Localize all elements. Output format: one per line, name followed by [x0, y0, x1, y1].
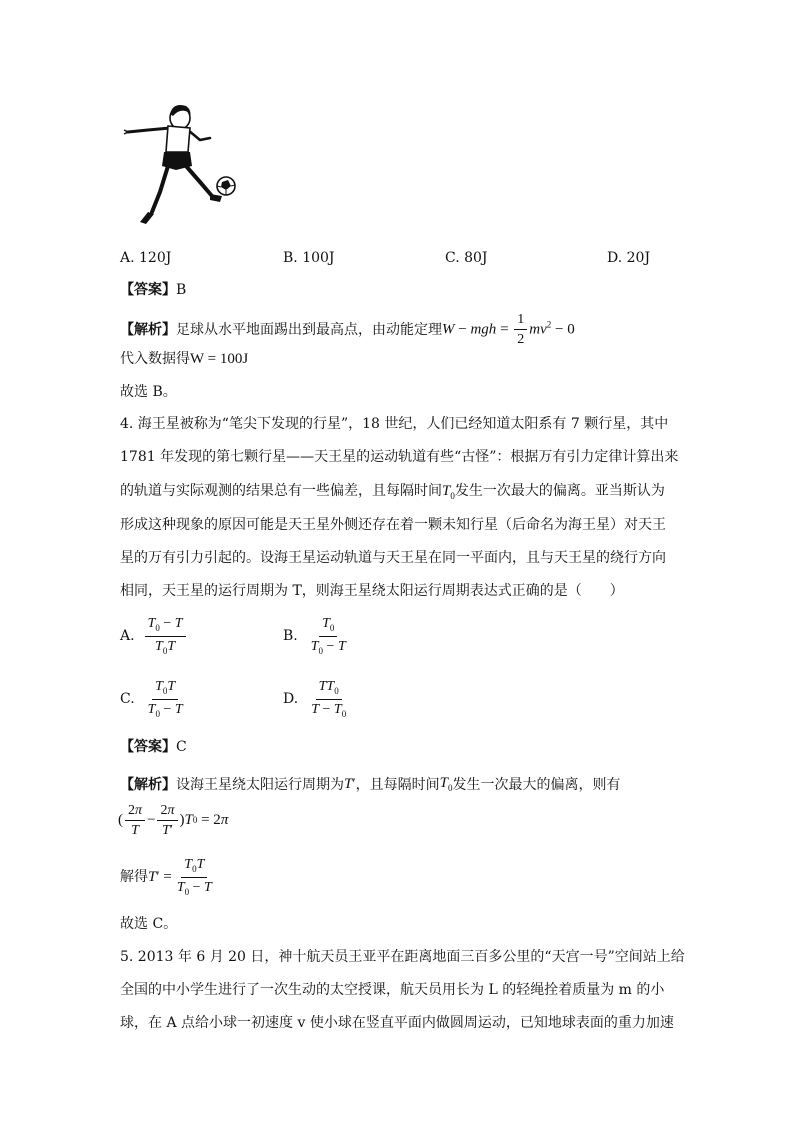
q4-line-4: 形成这种现象的原因可能是天王星外侧还存在着一颗未知行星（后命名为海王星）对天王: [120, 517, 666, 533]
q3-analysis: [120, 312, 575, 348]
answer-tag: 【答案】: [120, 282, 176, 298]
q3-option-c: C. 80J: [445, 250, 488, 266]
q5-line-1: 5. 2013 年 6 月 20 日，神十航天员王亚平在距离地面三百多公里的“天宫一号”空间站上给: [120, 949, 685, 965]
q5-line-3: 球，在 A 点给小球一初速度 v 使小球在竖直平面内做圆周运动，已知地球表面的重力加速: [120, 1015, 674, 1031]
q4-answer: 【答案】C: [120, 739, 187, 755]
q4-line-6: 相同，天王星的运行周期为 T，则海王星绕太阳运行周期表达式正确的是（ ）: [120, 583, 624, 599]
q4-option-d: D. $\frac{TT_0}{T - T_0}$: [283, 679, 347, 719]
q4-equation: ( $\frac{2\pi}{T}$ − $\frac{2\pi}{T'}$ ) T 0 = 2 π: [118, 803, 229, 839]
q3-answer: [120, 283, 186, 297]
q3-result: W = 100J: [190, 351, 249, 367]
q4-option-c: C. $\frac{T_0T}{T_0 - T}$: [120, 679, 183, 719]
answer-value: B: [176, 282, 187, 298]
q3-substitution: 代入数据得W = 100J: [120, 351, 249, 367]
q3-option-b: B. 100J: [283, 250, 335, 266]
q4-line-1: 4. 海王星被称为“笔尖下发现的行星”，18 世纪，人们已经知道太阳系有 7 颗行星，其中: [120, 416, 669, 432]
analysis-tag: 【解析】: [120, 321, 176, 338]
q4-analysis: 【解析】 设海王星绕太阳运行周期为 T′ ，且每隔时间 $T_0$ 发生一次最大的偏离，则有: [120, 775, 621, 793]
q3-option-a: A. 120J: [120, 250, 172, 266]
soccer-player-figure: [118, 100, 248, 232]
q4-line-3: 的轨道与实际观测的结果总有一些偏差，且每隔时间$T_0$发生一次最大的偏离。亚当斯认为: [120, 483, 665, 501]
q4-line-5: 星的万有引力引起的。设海王星运动轨道与天王星在同一平面内，且与天王星的绕行方向: [120, 550, 666, 566]
q3-conclusion: 故选 B。: [120, 384, 177, 400]
kinetic-energy-equation: W − mgh = $\frac{1}{2}$ $mv^2 - 0$: [442, 312, 575, 348]
q3-option-d: D. 20J: [607, 250, 651, 266]
q4-option-a: A. $\frac{T_0 - T}{T_0T}$: [120, 616, 188, 656]
q5-line-2: 全国的中小学生进行了一次生动的太空授课，航天员用长为 L 的轻绳拴着质量为 m 的小: [120, 982, 665, 998]
q4-solution: 解得 T′ = $\frac{T_0T}{T_0 - T}$: [120, 857, 212, 897]
analysis-text: 足球从水平地面踢出到最高点，由动能定理: [176, 321, 442, 338]
q4-conclusion: 故选 C。: [120, 916, 178, 932]
q4-option-b: B. $\frac{T_0}{T_0 - T}$: [283, 616, 346, 656]
q4-line-2: 1781 年发现的第七颗行星——天王星的运动轨道有些“古怪”：根据万有引力定律计算出来: [120, 449, 679, 465]
